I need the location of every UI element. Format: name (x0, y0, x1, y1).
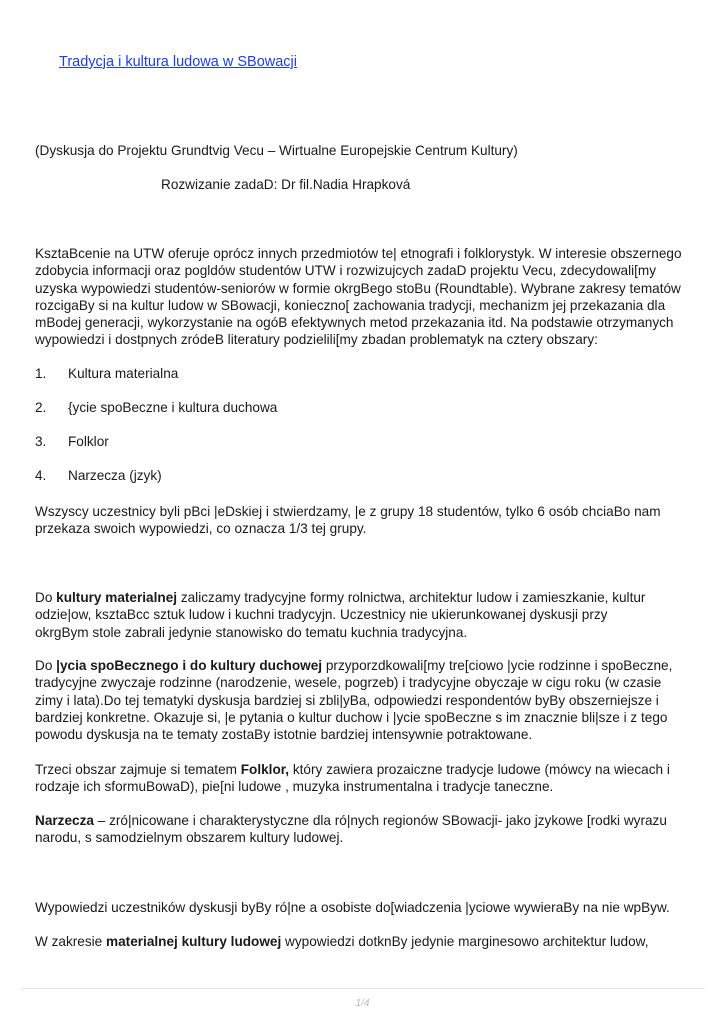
list-item (35, 365, 178, 382)
last-post: wypowiedzi dotknBy jedynie marginesowo architektur ludow, (281, 934, 649, 949)
material-post: zaliczamy tradycyjne formy rolnictwa, architektur ludow i zamieszkanie, kultur (177, 590, 646, 605)
last-pre: W zakresie (35, 934, 107, 949)
participants-line: Wszyscy uczestnicy byli pBci |eDskiej i stwierdzamy, |e z grupy 18 studentów, tylko 6 osób chciaBo nam (35, 504, 661, 519)
social-line: zimy i lata).Do tej tematyki dyskusja bardziej si zbli|yBa, odpowiedzi respondentów byBy obszerniejsze i (35, 692, 659, 708)
material-culture-paragraph (35, 589, 695, 641)
intro-line: rozcigaBy si na kultur ludow w SBowacji, konieczno[ zachowania tradycji, mechanizm jej przekazania dla (35, 297, 666, 313)
social-line: bardziej konkretne. Okazuje si, |e pytania o kultur duchow i |ycie spoBeczne s im znacznie bli|sze i z tego (35, 709, 668, 725)
intro-paragraph (35, 245, 695, 349)
list-item (35, 399, 277, 416)
material-line: okrgBym stole zabrali jedynie stanowisko do tematu kuchnia tradycyjna. (35, 624, 468, 640)
intro-line: mBodej generacji, wykorzystanie na ogóB efektywnych metod przekazania itd. Na podstawie otrzymanych (35, 315, 674, 331)
last-line (35, 933, 649, 950)
intro-line: uzyska wypowiedzi studentów-seniorów w formie okrgBego stoBu (Roundtable). Wybrane zakresy tematów (35, 280, 681, 296)
list-number: 3. (35, 434, 47, 449)
participants-paragraph (35, 503, 695, 538)
dialects-line: narodu, s samodzielnym obszarem kultury ludowej. (35, 830, 344, 846)
intro-line: zdobycia informacji oraz pogldów studentów UTW i rozwizujcych zadaD projektu Vecu, zdecydowali[my (35, 263, 657, 279)
list-text: Folklor (68, 434, 109, 449)
dialects-bold-term: Narzecza (35, 813, 94, 828)
social-post: przyporzdkowali[my tre[ciowo |ycie rodzinne i spoBeczne, (322, 658, 673, 673)
statements-line: Wypowiedzi uczestników dyskusji byBy ró|ne a osobiste do[wiadczenia |yciowe wywieraBy na nie wpByw. (35, 900, 670, 915)
list-text: {ycie spoBeczne i kultura duchowa (68, 400, 278, 415)
social-first-line (35, 657, 695, 674)
folklore-bold-term: Folklor, (240, 762, 290, 777)
subtitle: (Dyskusja do Projektu Grundtvig Vecu – Wirtualne Europejskie Centrum Kultury) (35, 143, 518, 158)
intro-line: wypowiedzi i dostpnych zródeB literatury podzielili[my zbadan problematyk na cztery obszary: (35, 332, 598, 348)
material-line: odzie|ow, ksztaBcc sztuk ludow i kuchni tradycyjn. Uczestnicy nie ukierunkowanej dyskusji przy (35, 607, 608, 623)
folklore-pre: Trzeci obszar zajmuje si tematem (35, 762, 241, 777)
folklore-first-line (35, 761, 695, 778)
social-line: tradycyjne zwyczaje rodzinne (narodzenie, wesele, pogrzeb) i tradycyjne obyczaje w cigu roku (w czasie (35, 675, 662, 691)
document-title-link[interactable]: Tradycja i kultura ludowa w SBowacji (59, 54, 298, 70)
author-line: Rozwizanie zadaD: Dr fil.Nadia Hrapková (161, 177, 411, 192)
intro-line: KsztaBcenie na UTW oferuje oprócz innych przedmiotów te| etnografi i folklorystyk. W interesie obszernego (35, 246, 682, 261)
list-number: 1. (35, 366, 47, 381)
footer-divider (20, 988, 705, 989)
folklore-line: rodzaje ich sformuBowaD), pie[ni ludowe , muzyka instrumentalna i tradycje taneczne. (35, 779, 554, 795)
social-line: powodu dyskusja na te tematy zostaBy istotnie bardziej intensywnie potraktowane. (35, 727, 533, 743)
dialects-post: – zró|nicowane i charakterystyczne dla ró|nych regionów SBowacji- jako jzykowe [rodki wyrazu (93, 813, 667, 828)
folklore-post: który zawiera prozaiczne tradycje ludowe (mówcy na wiecach i (289, 762, 670, 777)
dialects-paragraph (35, 812, 695, 847)
list-item (35, 467, 162, 484)
social-life-paragraph (35, 657, 695, 743)
material-first-line (35, 589, 695, 606)
folklore-paragraph (35, 761, 695, 796)
list-number: 2. (35, 400, 47, 415)
list-item (35, 433, 109, 450)
social-bold-term: |ycia spoBecznego i do kultury duchowej (56, 658, 323, 673)
list-text: Narzecza (jzyk) (68, 468, 162, 483)
list-number: 4. (35, 468, 47, 483)
dialects-first-line (35, 812, 695, 829)
social-pre: Do (35, 658, 57, 673)
last-bold-term: materialnej kultury ludowej (106, 934, 282, 949)
material-bold-term: kultury materialnej (56, 590, 178, 605)
page-number: 1/4 (355, 998, 370, 1009)
material-pre: Do (35, 590, 57, 605)
list-text: Kultura materialna (68, 366, 179, 381)
participants-line: przekaza swoich wypowiedzi, co oznacza 1/3 tej grupy. (35, 521, 367, 537)
